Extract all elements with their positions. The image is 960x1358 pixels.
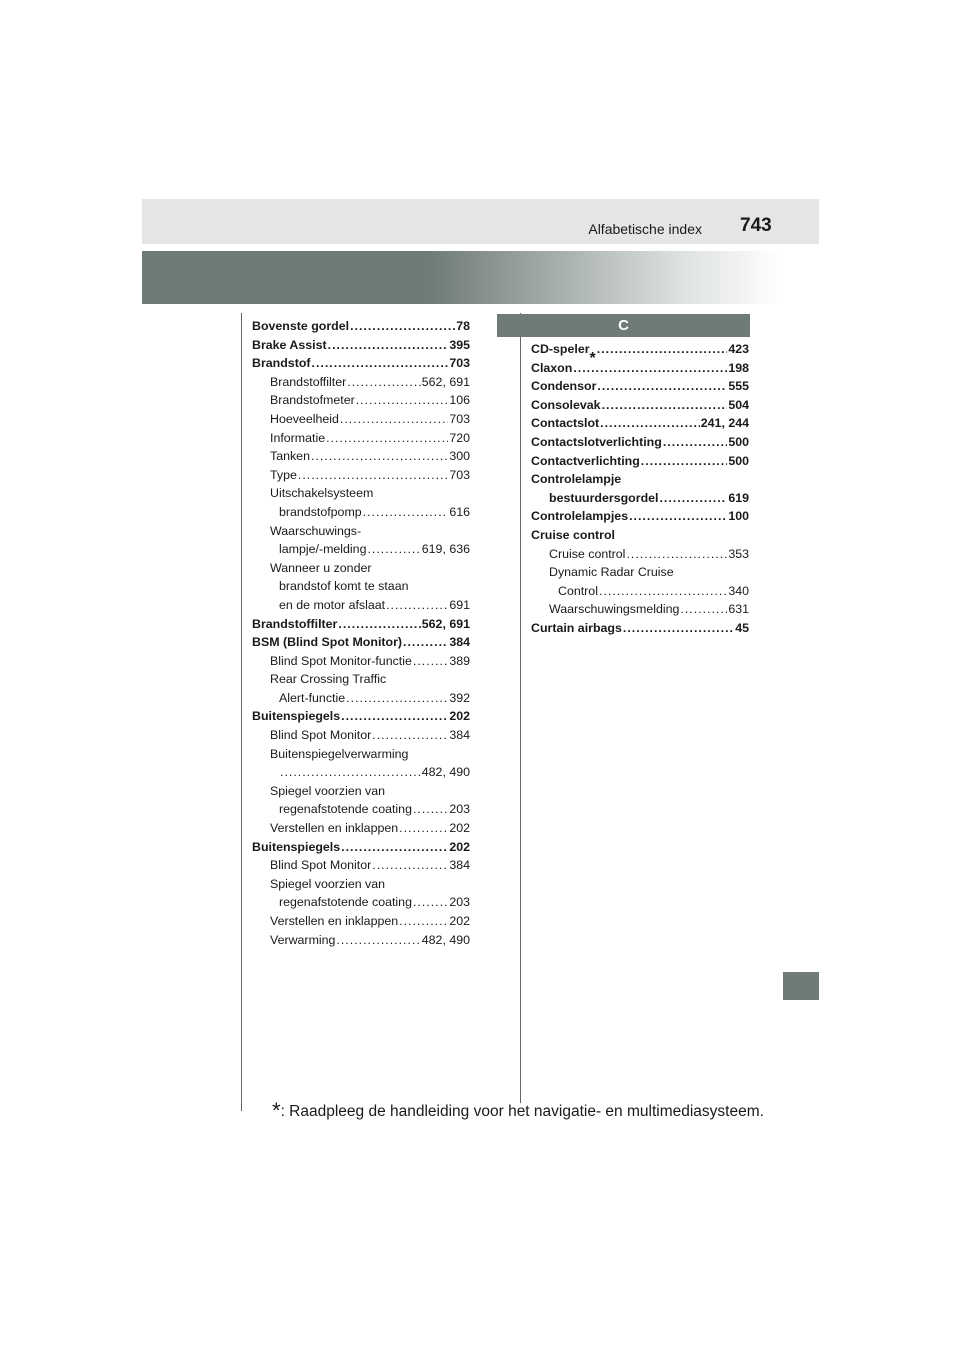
- index-entry-label: Uitschakelsysteem: [270, 486, 374, 501]
- index-entry-label: Blind Spot Monitor-functie: [270, 653, 412, 668]
- index-entry-page: 703: [449, 411, 470, 426]
- index-entry: [252, 856, 470, 875]
- index-entry: [252, 373, 470, 392]
- index-entry: [252, 503, 470, 522]
- index-entry-page: 482, 490: [421, 932, 470, 947]
- index-entry-label: Buitenspiegels: [252, 839, 341, 854]
- index-entry: [252, 317, 470, 336]
- index-entry: [252, 522, 470, 541]
- page-number: 743: [740, 215, 772, 236]
- chapter-gradient-band: [142, 251, 782, 304]
- index-entry: [252, 912, 470, 931]
- index-entry-label: Controlelampjes: [531, 509, 629, 524]
- index-entry: [252, 689, 470, 708]
- index-column-left: [252, 317, 470, 949]
- index-entry-label: brandstof komt te staan: [279, 579, 409, 594]
- dot-leader: [573, 359, 727, 378]
- index-entry-label: Blind Spot Monitor: [270, 858, 372, 873]
- index-entry-label: lampje/-melding: [279, 542, 367, 557]
- index-entry-label: Contactverlichting: [531, 453, 640, 468]
- index-entry-page: 106: [449, 393, 470, 408]
- index-entry-page: 389: [449, 653, 470, 668]
- dot-leader: [372, 726, 448, 745]
- index-entry-page: 241, 244: [700, 416, 749, 431]
- index-entry-page: 203: [449, 895, 470, 910]
- index-entry-label: Verwarming: [270, 932, 336, 947]
- dot-leader: [386, 596, 448, 615]
- dot-leader: [363, 503, 449, 522]
- dot-leader: [597, 377, 727, 396]
- index-entry: [531, 433, 749, 452]
- dot-leader: [341, 707, 448, 726]
- index-entry-label: Alert-functie: [279, 690, 346, 705]
- dot-leader: [341, 838, 448, 857]
- index-entry-label: Brandstof: [252, 356, 311, 371]
- index-entry-page: 198: [728, 360, 749, 375]
- dot-leader: [413, 893, 448, 912]
- index-entry: [252, 819, 470, 838]
- index-entry: [252, 559, 470, 578]
- index-entry: [531, 526, 749, 545]
- index-entry-label: CD-speler: [531, 342, 590, 356]
- index-entry: [531, 377, 749, 396]
- index-entry-page: 384: [449, 635, 470, 650]
- dot-leader: [680, 600, 727, 619]
- index-entry-page: 631: [728, 602, 749, 617]
- index-entry-label: Bovenste gordel: [252, 319, 350, 333]
- index-entry-label: Brandstofmeter: [270, 393, 355, 408]
- index-entry-page: 100: [728, 509, 749, 524]
- footnote: [272, 1098, 764, 1124]
- index-entry: [531, 507, 749, 526]
- index-entry-label: Consolevak: [531, 397, 601, 412]
- index-entry-label: Cruise control: [531, 527, 615, 542]
- index-entry-label: Controlelampje: [531, 472, 622, 487]
- index-entry: [531, 563, 749, 582]
- index-entry-page: 500: [728, 434, 749, 449]
- index-entry: [531, 452, 749, 471]
- dot-leader: [367, 540, 420, 559]
- footnote-symbol: *: [272, 1098, 281, 1123]
- index-entry: [252, 652, 470, 671]
- index-entry: [531, 489, 749, 508]
- index-entry: [252, 745, 470, 764]
- index-entry: [252, 838, 470, 857]
- index-entry-label: Wanneer u zonder: [270, 560, 372, 575]
- index-entry-page: 703: [449, 356, 470, 371]
- dot-leader: [399, 819, 448, 838]
- index-entry-label: Hoeveelheid: [270, 411, 339, 426]
- dot-leader: [338, 615, 420, 634]
- index-entry-page: 619, 636: [421, 542, 470, 557]
- dot-leader: [663, 433, 728, 452]
- dot-leader: [280, 763, 421, 782]
- middle-column-rule: [520, 313, 521, 1103]
- index-entry-label: Informatie: [270, 430, 326, 445]
- index-entry-label: Buitenspiegelverwarming: [270, 746, 409, 761]
- dot-leader: [340, 410, 448, 429]
- index-entry: [252, 410, 470, 429]
- index-entry-label: Control: [558, 583, 598, 598]
- dot-leader: [399, 912, 448, 931]
- index-entry-label: en de motor afslaat: [279, 597, 386, 612]
- dot-leader: [347, 373, 421, 392]
- index-entry-label: Brandstoffilter: [270, 374, 347, 389]
- index-entry-page: 384: [449, 728, 470, 743]
- dot-leader: [336, 931, 420, 950]
- dot-leader: [597, 340, 728, 359]
- index-entry-label: Cruise control: [549, 546, 626, 561]
- index-entry-label: brandstofpomp: [279, 504, 362, 519]
- dot-leader: [346, 689, 448, 708]
- index-entry-page: 202: [449, 709, 470, 724]
- dot-leader: [413, 800, 448, 819]
- index-entry-page: 504: [728, 397, 749, 412]
- dot-leader: [312, 354, 449, 373]
- dot-leader: [602, 396, 728, 415]
- index-entry-label: Brandstoffilter: [252, 616, 338, 631]
- index-entry-label: Buitenspiegels: [252, 709, 341, 724]
- index-entry-page: 384: [449, 858, 470, 873]
- index-entry-page: 423: [728, 342, 749, 356]
- dot-leader: [372, 856, 448, 875]
- index-entry-page: 300: [449, 449, 470, 464]
- index-entry: [531, 619, 749, 638]
- index-entry-page: 562, 691: [421, 374, 470, 389]
- index-entry-page: 392: [449, 690, 470, 705]
- index-entry: [252, 354, 470, 373]
- index-entry: [252, 429, 470, 448]
- index-entry-page: 720: [449, 430, 470, 445]
- header-band: [142, 199, 819, 244]
- index-entry: [531, 600, 749, 619]
- dot-leader: [326, 429, 448, 448]
- index-entry: [531, 414, 749, 433]
- index-entry: [531, 582, 749, 601]
- index-entry: [252, 726, 470, 745]
- index-entry-page: 203: [449, 802, 470, 817]
- index-entry-page: 703: [449, 467, 470, 482]
- index-entry: [531, 359, 749, 378]
- index-entry: [252, 596, 470, 615]
- dot-leader: [629, 507, 727, 526]
- index-entry-page: 500: [728, 453, 749, 468]
- index-entry: [531, 396, 749, 415]
- left-column-rule: [241, 313, 242, 1111]
- index-entry-label: Verstellen en inklappen: [270, 821, 399, 836]
- footnote-text: : Raadpleeg de handleiding voor het navigatie- en multimediasysteem.: [280, 1103, 764, 1120]
- dot-leader: [626, 545, 727, 564]
- dot-leader: [641, 452, 728, 471]
- dot-leader: [298, 466, 448, 485]
- index-entry-label: Brake Assist: [252, 337, 327, 352]
- section-letter-header: C: [497, 314, 750, 337]
- dot-leader: [659, 489, 727, 508]
- index-entry: [252, 763, 470, 782]
- index-entry-label: BSM (Blind Spot Monitor): [252, 635, 403, 650]
- dot-leader: [413, 652, 448, 671]
- index-entry-label: bestuurdersgordel: [549, 490, 659, 505]
- index-entry-page: 202: [449, 839, 470, 854]
- index-entry-label: Waarschuwings-: [270, 523, 362, 538]
- dot-leader: [599, 582, 727, 601]
- index-entry-page: 616: [449, 504, 470, 519]
- dot-leader: [328, 336, 449, 355]
- index-entry-label: regenafstotende coating: [279, 895, 412, 910]
- index-column-right: [531, 340, 749, 638]
- index-entry-page: 482, 490: [421, 765, 470, 780]
- index-entry: [252, 484, 470, 503]
- index-entry-label: Rear Crossing Traffic: [270, 672, 387, 687]
- index-entry-label: Tanken: [270, 449, 310, 464]
- index-entry-page: 619: [728, 490, 749, 505]
- index-entry-label: Blind Spot Monitor: [270, 728, 372, 743]
- header-title: Alfabetische index: [588, 221, 702, 237]
- index-entry: [252, 466, 470, 485]
- index-entry: [252, 633, 470, 652]
- index-entry-label: Spiegel voorzien van: [270, 783, 386, 798]
- index-entry-page: 78: [456, 319, 470, 333]
- index-entry-page: 340: [728, 583, 749, 598]
- index-entry-label: regenafstotende coating: [279, 802, 412, 817]
- index-entry: [252, 875, 470, 894]
- index-entry: [531, 470, 749, 489]
- index-entry-page: 202: [449, 821, 470, 836]
- index-entry-label: Dynamic Radar Cruise: [549, 565, 674, 580]
- index-entry: [252, 931, 470, 950]
- index-entry-label: Claxon: [531, 360, 573, 375]
- index-entry: [252, 615, 470, 634]
- index-entry-page: 555: [728, 379, 749, 394]
- index-entry: [252, 670, 470, 689]
- index-entry: [252, 577, 470, 596]
- index-entry-label: Contactslot: [531, 416, 600, 431]
- index-entry-page: 202: [449, 914, 470, 928]
- index-entry-label: Verstellen en inklappen: [270, 914, 399, 928]
- index-entry: [252, 893, 470, 912]
- index-entry-label: Condensor: [531, 379, 597, 394]
- dot-leader: [350, 317, 455, 336]
- index-entry: [252, 707, 470, 726]
- index-entry: [252, 391, 470, 410]
- index-entry: [252, 540, 470, 559]
- index-entry: CD-speler * ..... 423: [531, 340, 749, 359]
- dot-leader: [600, 414, 700, 433]
- dot-leader: [311, 447, 448, 466]
- index-entry-label: Type: [270, 467, 297, 482]
- index-entry: [252, 782, 470, 801]
- index-entry: [252, 447, 470, 466]
- dot-leader: [623, 619, 734, 638]
- chapter-side-tab: [783, 972, 819, 1000]
- index-entry-label: Contactslotverlichting: [531, 434, 662, 449]
- index-entry: [252, 800, 470, 819]
- index-entry-label: Spiegel voorzien van: [270, 876, 386, 891]
- index-entry-label: Curtain airbags: [531, 620, 622, 635]
- index-entry: [252, 336, 470, 355]
- index-entry-page: 395: [449, 337, 470, 352]
- index-entry-page: 691: [449, 597, 470, 612]
- index-entry-label: Waarschuwingsmelding: [549, 602, 680, 617]
- dot-leader: [356, 391, 449, 410]
- index-entry-page: 353: [728, 546, 749, 561]
- index-entry-page: 45: [735, 620, 749, 635]
- index-entry: [531, 545, 749, 564]
- index-entry-page: 562, 691: [421, 616, 470, 631]
- dot-leader: [403, 633, 448, 652]
